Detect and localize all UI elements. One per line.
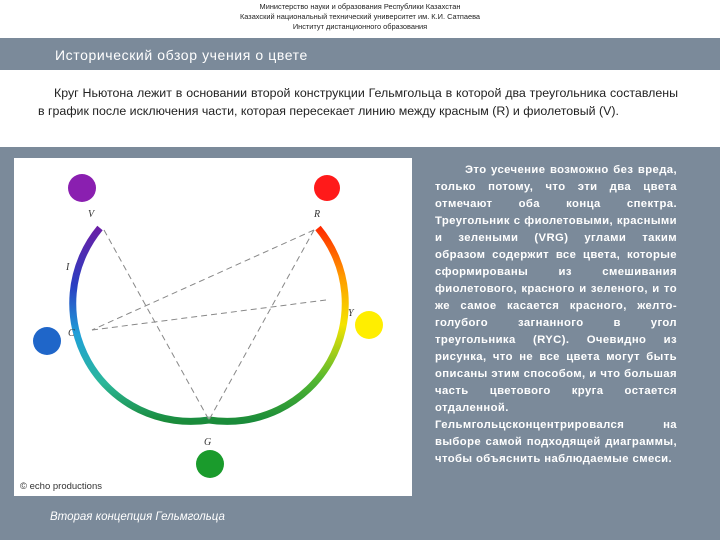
ministry-line: Министерство науки и образования Республики Казахстан (259, 2, 461, 11)
label-I: I (66, 262, 70, 273)
green-dot (196, 450, 224, 478)
university-line: Казахский национальный технический университет им. К.И. Сатпаева (239, 12, 481, 21)
blue-dot (33, 327, 61, 355)
color-circle-figure (14, 158, 412, 496)
red-dot (314, 175, 340, 201)
yellow-dot (355, 311, 383, 339)
triangle-lines (92, 230, 326, 420)
spectrum-arc-right (209, 228, 345, 421)
violet-dot (68, 174, 96, 202)
label-Y: Y (348, 308, 354, 319)
spectrum-arc-left (73, 228, 209, 421)
label-V: V (88, 209, 95, 220)
content-panel (0, 147, 720, 540)
copyright-text: © echo productions (20, 481, 102, 492)
side-paragraph: Это усечение возможно без вреда, только потому, что эти два цвета отмечают оба конца спектра. Треугольник с фиолетовыми, красными и зелеными (VRG) углами таким образом содержит все цвета, которые сформированы из смешивания фиолетового, красного и зеленого, и то же самое касается красного, желто-голубого загнанного в угол треугольника (RYC). Очевидно из рисунка, что не все цвета могут быть описаны этим способом, и что большая часть цветового круга остается отдаленной. Гельмгольцсконцентрировался на выборе самой подходящей диаграммы, чтобы объяснить наблюдаемые смеси. (435, 164, 677, 465)
intro-paragraph: Круг Ньютона лежит в основании второй конструкции Гельмгольца в которой два треугольника составлены в график после исключения части, которая пересекает линию между красным (R) и фиолетовый (V). (38, 86, 678, 118)
institution-header (0, 0, 720, 40)
label-R: R (314, 209, 321, 220)
institute-line: Институт дистанционного образования (292, 22, 428, 31)
figure-caption: Вторая концепция Гельмгольца (50, 511, 225, 523)
slide-title: Исторический обзор учения о цвете (55, 47, 308, 63)
label-G: G (204, 437, 212, 448)
title-bar (0, 38, 720, 70)
label-C: C (68, 328, 75, 339)
color-circle-diagram (14, 158, 412, 496)
